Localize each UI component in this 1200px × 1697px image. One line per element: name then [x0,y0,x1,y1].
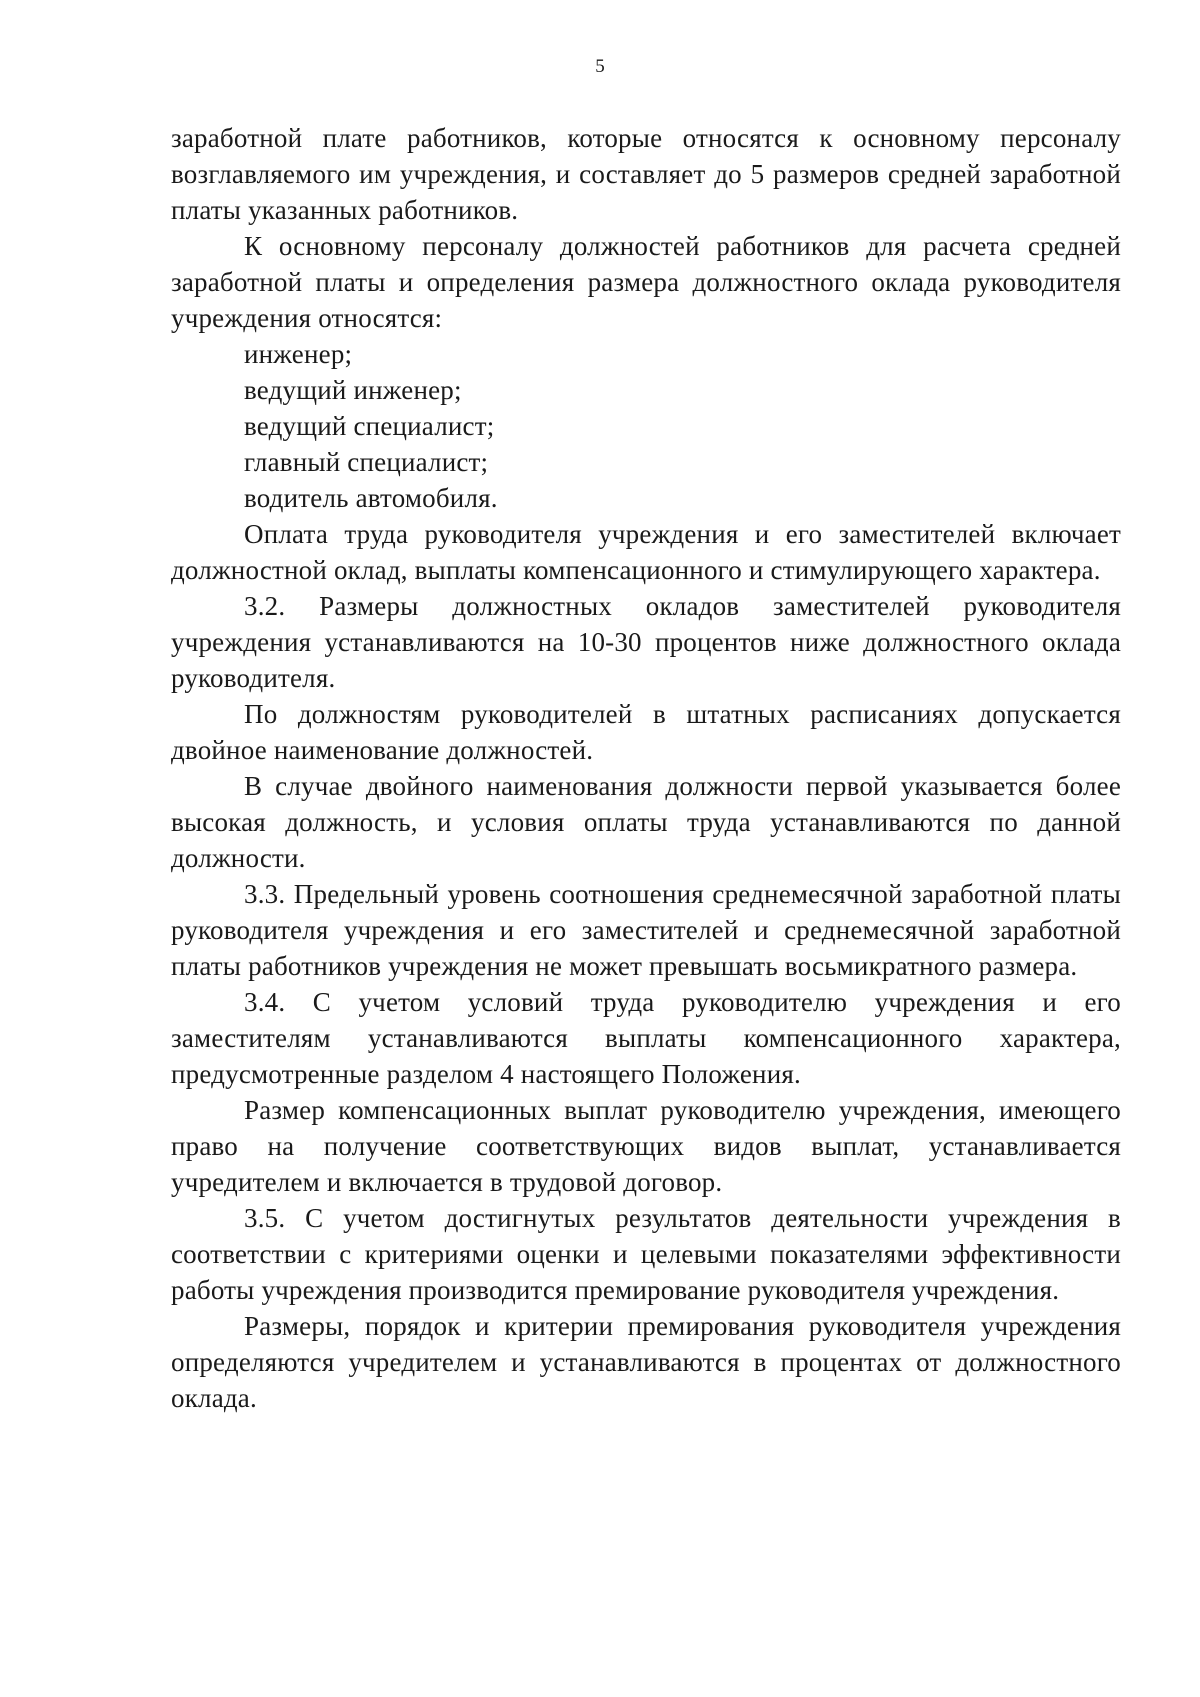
paragraph-double-title: По должностям руководителей в штатных расписаниях допускается двойное наименование должностей. [171,699,1121,765]
list-item-chief-specialist: главный специалист; [244,447,489,477]
list-item-lead-specialist: ведущий специалист; [244,411,495,441]
list-item-engineer: инженер; [244,339,353,369]
paragraph-continuation: заработной плате работников, которые относятся к основному персоналу возглавляемого им учреждения, и составляет до 5 размеров средней заработной платы указанных работников. [171,123,1121,225]
document-body [171,120,1121,1416]
paragraph-remuneration: Оплата труда руководителя учреждения и его заместителей включает должностной оклад, выплаты компенсационного и стимулирующего характера. [171,519,1121,585]
paragraph-bonus-criteria: Размеры, порядок и критерии премирования руководителя учреждения определяются учредителем и устанавливаются в процентах от должностного оклада. [171,1311,1121,1413]
paragraph-3-2: 3.2. Размеры должностных окладов заместителей руководителя учреждения устанавливаются на 10-30 процентов ниже должностного оклада руководителя. [171,591,1121,693]
page-number: 5 [595,56,605,77]
paragraph-double-title-case: В случае двойного наименования должности первой указывается более высокая должность, и условия оплаты труда устанавливаются по данной должности. [171,771,1121,873]
paragraph-3-3: 3.3. Предельный уровень соотношения среднемесячной заработной платы руководителя учреждения и его заместителей и среднемесячной заработной платы работников учреждения не может превышать восьмикратного размера. [171,879,1121,981]
paragraph-3-4: 3.4. С учетом условий труда руководителю учреждения и его заместителям устанавливаются выплаты компенсационного характера, предусмотренные разделом 4 настоящего Положения. [171,987,1121,1089]
paragraph-main-staff: К основному персоналу должностей работников для расчета средней заработной платы и определения размера должностного оклада руководителя учреждения относятся: [171,231,1121,333]
paragraph-3-5: 3.5. С учетом достигнутых результатов деятельности учреждения в соответствии с критериями оценки и целевыми показателями эффективности работы учреждения производится премирование руководителя учреждения. [171,1203,1121,1305]
list-item-driver: водитель автомобиля. [244,483,498,513]
paragraph-compensation: Размер компенсационных выплат руководителю учреждения, имеющего право на получение соответствующих видов выплат, устанавливается учредителем и включается в трудовой договор. [171,1095,1121,1197]
list-item-lead-engineer: ведущий инженер; [244,375,462,405]
